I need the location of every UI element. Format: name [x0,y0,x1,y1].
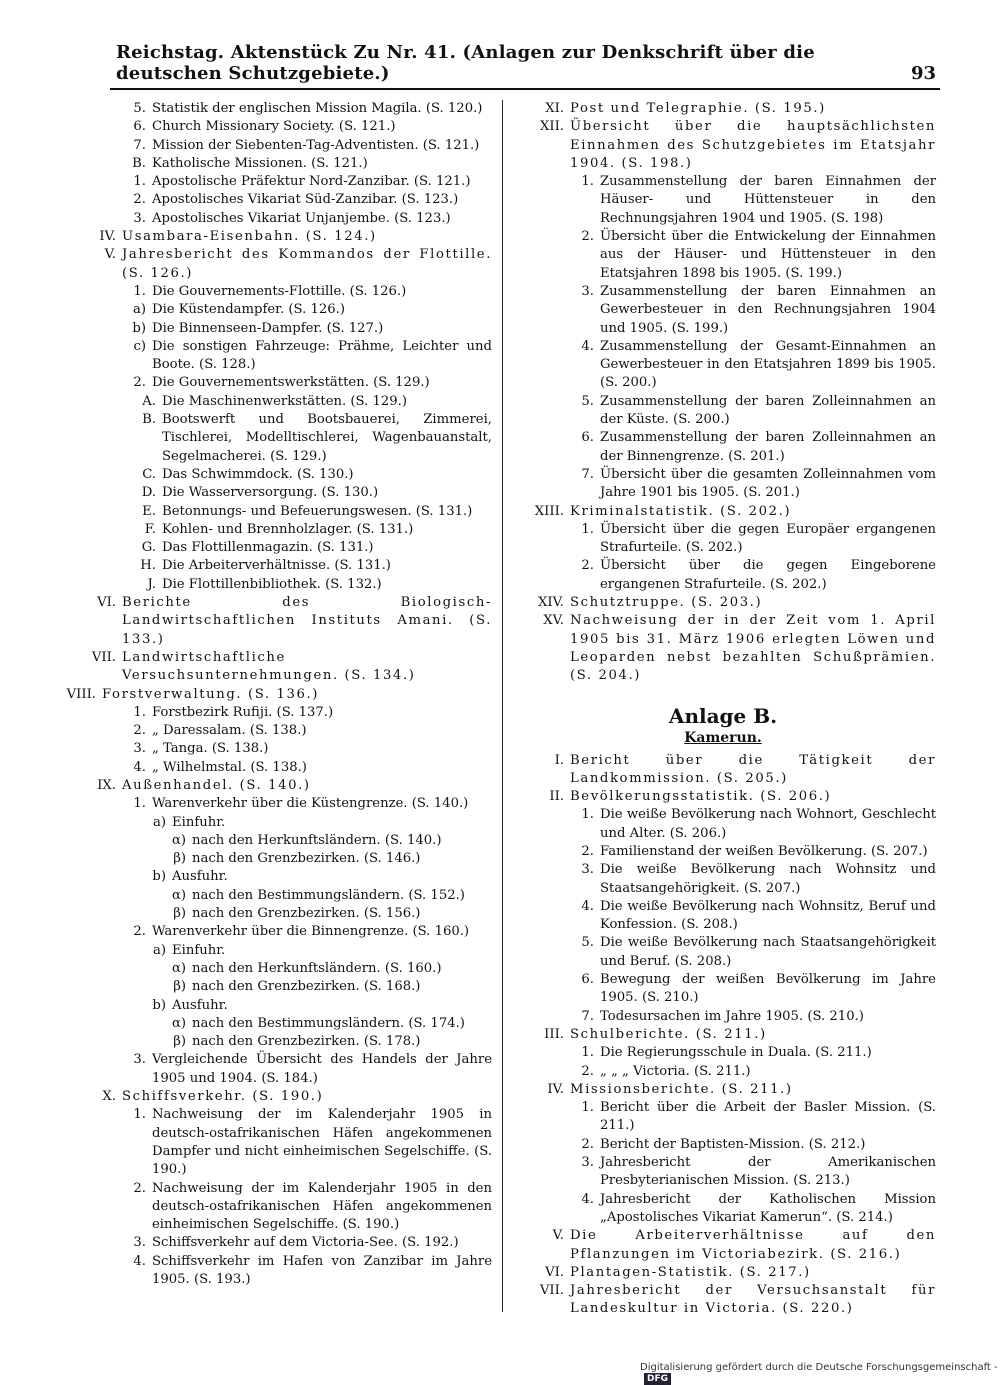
toc-entry-text: Missionsberichte. (S. 211.) [570,1081,793,1097]
toc-entry-text: Bericht über die Arbeit der Basler Mission. (S. 211.) [600,1100,936,1134]
toc-entry [510,173,936,228]
toc-entry-text: Schiffsverkehr im Hafen von Zanzibar im Jahre 1905. (S. 193.) [152,1253,492,1287]
toc-entry [510,1081,936,1099]
toc-entry-marker: 1. [133,796,146,812]
toc-entry-text: Die Flottillenbibliothek. (S. 132.) [162,576,382,592]
toc-entry-text: „ Tanga. (S. 138.) [152,741,269,757]
toc-entry-text: Landwirtschaftliche Versuchsunternehmungen. (S. 134.) [122,649,416,684]
toc-entry-marker: α) [171,960,186,976]
toc-entry-text: Jahresbericht des Kommandos der Flottille. (S. 126.) [122,247,492,281]
toc-entry-marker: 5. [581,935,594,951]
toc-entry [510,1264,936,1282]
toc-entry-text: Die Gouvernements-Flottille. (S. 126.) [152,283,407,299]
toc-entry [510,594,936,612]
toc-entry-marker: H. [140,558,156,574]
toc-entry-marker: F. [144,521,156,537]
toc-entry-text: Plantagen-Statistik. (S. 217.) [570,1264,811,1280]
toc-entry-marker: 3. [133,1235,146,1251]
toc-entry [510,466,936,503]
toc-entry [510,1026,936,1044]
toc-entry-marker: XI. [545,101,564,116]
toc-entry-text: Betonnungs- und Befeuerungswesen. (S. 131.) [162,503,473,519]
toc-entry [62,228,492,246]
toc-entry [510,393,936,430]
toc-entry-text: Bericht über die Tätigkeit der Landkommission. (S. 205.) [570,752,936,786]
toc-entry-text: Church Missionary Society. (S. 121.) [152,119,396,135]
toc-entry-text: Statistik der englischen Mission Magila. (S. 120.) [152,101,483,116]
toc-entry-text: Nachweisung der in der Zeit vom 1. April 1905 bis 31. März 1906 erlegten Löwen und Leoparden nebst bezahlten Schußprämien. (S. 204.) [570,613,936,684]
page-header [110,42,940,90]
toc-entry-marker: 2. [133,924,146,940]
toc-entry-marker: B. [142,412,156,428]
toc-entry [62,118,492,136]
toc-entry-text: Todesursachen im Jahre 1905. (S. 210.) [600,1008,864,1024]
toc-entry-marker: XII. [540,119,564,135]
toc-entry-marker: D. [141,485,156,501]
page-number: 93 [910,63,936,84]
toc-entry-marker: a) [132,302,146,318]
toc-entry [510,752,936,789]
toc-entry-text: nach den Herkunftsländern. (S. 140.) [192,832,442,848]
toc-entry-text: Zusammenstellung der baren Zolleinnahmen an der Küste. (S. 200.) [600,393,936,428]
toc-entry-text: Schiffsverkehr. (S. 190.) [122,1089,324,1105]
toc-entry-text: Die weiße Bevölkerung nach Staatsangehörigkeit und Beruf. (S. 208.) [600,935,936,969]
toc-entry-marker: b) [132,320,146,336]
toc-entry [62,246,492,283]
toc-entry [62,411,492,466]
toc-entry-text: Forstverwaltung. (S. 136.) [102,686,319,702]
toc-entry-text: Schulberichte. (S. 211.) [570,1026,767,1042]
toc-entry-text: Bevölkerungsstatistik. (S. 206.) [570,789,832,805]
toc-entry-text: Einfuhr. [172,942,226,958]
toc-entry-marker: IV. [99,229,116,245]
toc-entry-marker: G. [141,540,156,556]
toc-entry [62,521,492,539]
toc-entry-marker: 2. [581,229,594,245]
toc-entry-marker: 2. [581,843,594,859]
toc-entry [62,759,492,777]
toc-entry [62,1106,492,1179]
toc-entry-text: Kohlen- und Brennholzlager. (S. 131.) [162,521,414,537]
toc-entry-marker: V. [552,1228,564,1244]
toc-entry [62,722,492,740]
toc-entry-marker: 1. [581,807,594,823]
toc-entry [510,1227,936,1264]
toc-entry [62,210,492,228]
toc-entry-marker: 1. [133,1107,146,1123]
toc-entry [510,338,936,393]
toc-entry [510,1044,936,1062]
toc-entry-marker: b) [152,869,166,885]
toc-entry [510,788,936,806]
toc-entry-text: Die Gouvernementswerkstätten. (S. 129.) [152,375,430,391]
right-column [510,100,936,1319]
toc-entry [510,521,936,558]
toc-entry-marker: α) [171,887,186,903]
toc-entry [510,806,936,843]
toc-entry-marker: 6. [133,119,146,135]
toc-entry-marker: 1. [581,1100,594,1116]
toc-entry-text: Die Wasserversorgung. (S. 130.) [162,485,379,501]
toc-entry [62,320,492,338]
toc-entry-text: Die weiße Bevölkerung nach Wohnsitz und Staatsangehörigkeit. (S. 207.) [600,862,936,896]
toc-entry-marker: 5. [133,101,146,116]
toc-entry-marker: 3. [133,741,146,757]
toc-entry-text: Berichte des Biologisch-Landwirtschaftlichen Instituts Amani. (S. 133.) [122,595,492,647]
toc-entry-text: Übersicht über die gegen Eingeborene ergangenen Strafurteile. (S. 202.) [600,558,936,592]
toc-entry-marker: 2. [133,1180,146,1196]
toc-entry [510,118,936,173]
toc-entry [62,576,492,594]
toc-entry-marker: 7. [581,466,594,482]
toc-entry-marker: IX. [97,777,116,793]
toc-entry-text: Übersicht über die hauptsächlichsten Einnahmen des Schutzgebietes im Etatsjahr 1904. (S. 198.) [570,119,936,171]
toc-entry-text: Forstbezirk Rufiji. (S. 137.) [152,704,334,720]
toc-entry-text: Die sonstigen Fahrzeuge: Prähme, Leichter und Boote. (S. 128.) [152,338,492,373]
toc-entry [62,997,492,1015]
toc-entry-text: Jahresbericht der Katholischen Mission „Apostolisches Vikariat Kamerun“. (S. 214.) [600,1191,936,1225]
toc-entry-text: Einfuhr. [172,814,226,830]
toc-entry [62,301,492,319]
anlage-title: Anlage B. [668,703,778,728]
toc-entry [510,1191,936,1228]
right-column-bottom-list [510,752,936,1319]
toc-entry-text: nach den Herkunftsländern. (S. 160.) [192,960,442,976]
toc-entry-marker: c) [133,338,146,354]
toc-entry-marker: VII. [91,649,116,665]
toc-entry-marker: 7. [133,137,146,153]
toc-entry-text: Warenverkehr über die Küstengrenze. (S. 140.) [152,796,469,812]
toc-entry [62,1033,492,1051]
toc-entry [62,191,492,209]
toc-entry [62,1051,492,1088]
toc-entry [62,1015,492,1033]
toc-entry-marker: VIII. [66,686,96,702]
toc-entry-marker: 2. [133,375,146,391]
toc-entry [510,100,936,118]
toc-entry-text: Apostolisches Vikariat Süd-Zanzibar. (S. 123.) [152,192,459,208]
toc-entry-marker: β) [173,906,186,922]
toc-entry-text: Vergleichende Übersicht des Handels der Jahre 1905 und 1904. (S. 184.) [152,1052,492,1086]
toc-entry-text: Ausfuhr. [172,869,228,885]
toc-entry-marker: β) [173,979,186,995]
toc-entry-marker: 3. [133,210,146,226]
toc-entry-text: Zusammenstellung der baren Einnahmen an Gewerbesteuer in den Rechnungsjahren 1904 und 1905. (S. 199.) [600,283,936,336]
toc-entry-text: „ „ „ Victoria. (S. 211.) [600,1063,751,1079]
toc-entry [62,374,492,392]
toc-entry [510,429,936,466]
toc-entry [62,832,492,850]
toc-entry-marker: β) [173,1034,186,1050]
toc-entry-text: Bewegung der weißen Bevölkerung im Jahre 1905. (S. 210.) [600,972,936,1006]
toc-entry-marker: 3. [133,1052,146,1068]
toc-entry-marker: a) [152,814,166,830]
toc-entry-text: nach den Bestimmungsländern. (S. 152.) [192,887,465,903]
toc-entry-text: Jahresbericht der Amerikanischen Presbyterianischen Mission. (S. 213.) [600,1155,936,1189]
toc-entry-text: Schiffsverkehr auf dem Victoria-See. (S. 192.) [152,1235,459,1251]
toc-entry-marker: XIII. [534,503,564,519]
header-title: Reichstag. Aktenstück Zu Nr. 41. (Anlagen zur Denkschrift über die deutschen Schutzgebiete.) [116,42,815,84]
toc-entry-marker: 3. [581,283,594,299]
toc-entry [62,1234,492,1252]
toc-entry-text: Das Flottillenmagazin. (S. 131.) [162,540,374,556]
anlage-subtitle: Kamerun. [684,729,762,746]
toc-entry-text: Die weiße Bevölkerung nach Wohnsitz, Beruf und Konfession. (S. 208.) [600,898,936,933]
toc-entry [510,861,936,898]
toc-entry-marker: 1. [581,521,594,537]
toc-entry-marker: 2. [581,1063,594,1079]
toc-entry-marker: 2. [581,558,594,574]
toc-entry [510,1282,936,1319]
toc-entry [62,795,492,813]
toc-entry-text: Die Küstendampfer. (S. 126.) [152,302,345,318]
toc-entry [62,155,492,173]
toc-entry-marker: 1. [581,174,594,190]
toc-entry [62,814,492,832]
toc-entry-text: Jahresbericht der Versuchsanstalt für Landeskultur in Victoria. (S. 220.) [570,1283,936,1317]
toc-entry [62,740,492,758]
toc-entry [510,283,936,338]
toc-entry-marker: XV. [543,613,564,629]
toc-entry-marker: b) [152,997,166,1013]
toc-entry-text: Schutztruppe. (S. 203.) [570,595,763,611]
toc-entry-text: Übersicht über die Entwickelung der Einnahmen aus der Häuser- und Hüttensteuer in den Etatsjahren 1898 bis 1905. (S. 199.) [600,229,936,281]
toc-entry-marker: 4. [581,1191,594,1207]
toc-entry-marker: III. [544,1026,564,1042]
toc-entry [62,1088,492,1106]
toc-entry-marker: 2. [133,723,146,739]
toc-entry-text: Apostolisches Vikariat Unjanjembe. (S. 123.) [152,210,451,226]
toc-entry-text: Die Arbeiterverhältnisse auf den Pflanzungen im Victoriabezirk. (S. 216.) [570,1228,936,1262]
toc-entry-marker: 1. [133,704,146,720]
toc-entry-text: Nachweisung der im Kalenderjahr 1905 in den deutsch-ostafrikanischen Häfen angekommenen einheimischen Segelschiffe. (S. 190.) [152,1180,492,1233]
toc-entry-marker: 2. [133,192,146,208]
toc-entry-text: Usambara-Eisenbahn. (S. 124.) [122,229,377,245]
toc-entry [62,649,492,686]
toc-entry [62,777,492,795]
toc-entry-marker: 1. [133,283,146,299]
toc-entry [62,503,492,521]
toc-entry [62,338,492,375]
toc-entry-text: Post und Telegraphie. (S. 195.) [570,101,826,116]
toc-entry [62,704,492,722]
toc-entry-marker: 7. [581,1008,594,1024]
toc-entry-marker: V. [104,247,116,263]
toc-entry-text: Familienstand der weißen Bevölkerung. (S. 207.) [600,843,928,859]
toc-entry-marker: II. [549,789,564,805]
toc-entry [510,612,936,685]
toc-entry [510,1154,936,1191]
right-column-top-list [510,100,936,686]
toc-entry-text: Die Binnenseen-Dampfer. (S. 127.) [152,320,384,336]
toc-entry-marker: XIV. [537,595,564,611]
toc-entry-marker: IV. [547,1081,564,1097]
toc-entry-text: Ausfuhr. [172,997,228,1013]
toc-entry [510,557,936,594]
toc-entry [62,887,492,905]
toc-entry-text: nach den Grenzbezirken. (S. 168.) [192,979,421,995]
toc-entry [62,283,492,301]
footer [640,1362,1000,1385]
toc-entry [62,1180,492,1235]
toc-entry-text: Übersicht über die gesamten Zolleinnahmen vom Jahre 1901 bis 1905. (S. 201.) [600,466,936,501]
toc-entry [62,100,492,118]
toc-entry-marker: 5. [581,393,594,409]
toc-entry-text: nach den Bestimmungsländern. (S. 174.) [192,1015,465,1031]
toc-entry [62,1253,492,1290]
toc-entry-marker: VI. [545,1264,564,1280]
toc-entry-marker: α) [171,1015,186,1031]
toc-entry [62,942,492,960]
left-column [62,100,492,1289]
toc-entry [62,557,492,575]
toc-entry [62,484,492,502]
toc-entry [62,905,492,923]
toc-entry [510,971,936,1008]
toc-entry-marker: X. [102,1089,116,1105]
toc-entry-text: Katholische Missionen. (S. 121.) [152,155,368,171]
toc-entry [62,173,492,191]
toc-entry [62,393,492,411]
toc-entry [510,898,936,935]
toc-entry [62,923,492,941]
toc-entry-marker: a) [152,942,166,958]
toc-entry-text: „ Daressalam. (S. 138.) [152,723,307,739]
toc-entry-text: nach den Grenzbezirken. (S. 146.) [192,851,421,867]
toc-entry [62,594,492,649]
toc-entry-text: nach den Grenzbezirken. (S. 178.) [192,1034,421,1050]
toc-entry-text: Das Schwimmdock. (S. 130.) [162,466,354,482]
toc-entry-text: Zusammenstellung der baren Zolleinnahmen an der Binnengrenze. (S. 201.) [600,430,936,464]
toc-entry-marker: 2. [581,1136,594,1152]
toc-entry [510,934,936,971]
toc-entry-marker: 6. [581,430,594,446]
toc-entry-text: „ Wilhelmstal. (S. 138.) [152,759,307,775]
toc-entry-marker: 4. [133,1253,146,1269]
toc-entry [62,850,492,868]
toc-entry-marker: 3. [581,862,594,878]
toc-entry [510,1008,936,1026]
toc-entry [62,978,492,996]
toc-entry [510,503,936,521]
toc-entry-marker: I. [554,752,564,768]
toc-entry [62,960,492,978]
toc-entry-text: Die weiße Bevölkerung nach Wohnort, Geschlecht und Alter. (S. 206.) [600,807,936,841]
toc-entry [62,686,492,704]
toc-entry [510,843,936,861]
toc-entry-marker: VII. [539,1283,564,1299]
toc-entry-marker: E. [142,503,156,519]
toc-entry-marker: 4. [581,338,594,354]
toc-entry-text: Apostolische Präfektur Nord-Zanzibar. (S. 121.) [152,174,471,190]
toc-entry-marker: C. [142,466,156,482]
toc-entry-text: Mission der Siebenten-Tag-Adventisten. (S. 121.) [152,137,480,153]
toc-entry-marker: β) [173,851,186,867]
toc-entry [62,868,492,886]
toc-entry-text: Warenverkehr über die Binnengrenze. (S. 160.) [152,924,470,940]
column-divider [502,100,503,1312]
toc-entry-text: nach den Grenzbezirken. (S. 156.) [192,906,421,922]
toc-entry-marker: J. [147,576,156,592]
toc-entry-marker: VI. [97,595,116,611]
toc-entry-marker: 4. [133,759,146,775]
toc-entry-marker: 3. [581,1155,594,1171]
toc-entry-text: Zusammenstellung der Gesamt-Einnahmen an Gewerbesteuer in den Etatsjahren 1899 bis 1905. (S. 200.) [600,338,936,391]
toc-entry-marker: 6. [581,972,594,988]
toc-entry-text: Übersicht über die gegen Europäer ergangenen Strafurteile. (S. 202.) [600,521,936,556]
toc-entry-marker: B. [132,155,146,171]
toc-entry-text: Zusammenstellung der baren Einnahmen der Häuser- und Hüttensteuer in den Rechnungsjahren 1904 und 1905. (S. 198) [600,174,936,226]
toc-entry-text: Nachweisung der im Kalenderjahr 1905 in deutsch-ostafrikanischen Häfen angekommenen Dampfer und nicht einheimischen Segelschiffe. (S. 190.) [152,1107,492,1178]
toc-entry-marker: A. [142,393,156,409]
toc-entry-marker: 4. [581,898,594,914]
dfg-logo: DFG [644,1373,671,1385]
toc-entry-text: Bericht der Baptisten-Mission. (S. 212.) [600,1136,866,1152]
toc-entry-marker: 1. [581,1045,594,1061]
toc-entry-marker: α) [171,832,186,848]
toc-entry-text: Die Arbeiterverhältnisse. (S. 131.) [162,558,391,574]
toc-entry [62,137,492,155]
toc-entry-text: Kriminalstatistik. (S. 202.) [570,503,792,519]
toc-entry [62,539,492,557]
toc-entry [62,466,492,484]
toc-entry-text: Die Maschinenwerkstätten. (S. 129.) [162,393,408,409]
toc-entry [510,1063,936,1081]
toc-entry [510,228,936,283]
toc-entry-text: Die Regierungsschule in Duala. (S. 211.) [600,1045,872,1061]
toc-entry [510,1136,936,1154]
toc-entry-marker: 1. [133,174,146,190]
footer-text: Digitalisierung gefördert durch die Deutsche Forschungsgemeinschaft - [640,1362,998,1373]
toc-entry-text: Bootswerft und Bootsbauerei, Zimmerei, Tischlerei, Modelltischlerei, Wagenbauanstalt, Segelmacherei. (S. 129.) [162,412,492,464]
toc-entry-text: Außenhandel. (S. 140.) [122,777,311,793]
toc-entry [510,1099,936,1136]
